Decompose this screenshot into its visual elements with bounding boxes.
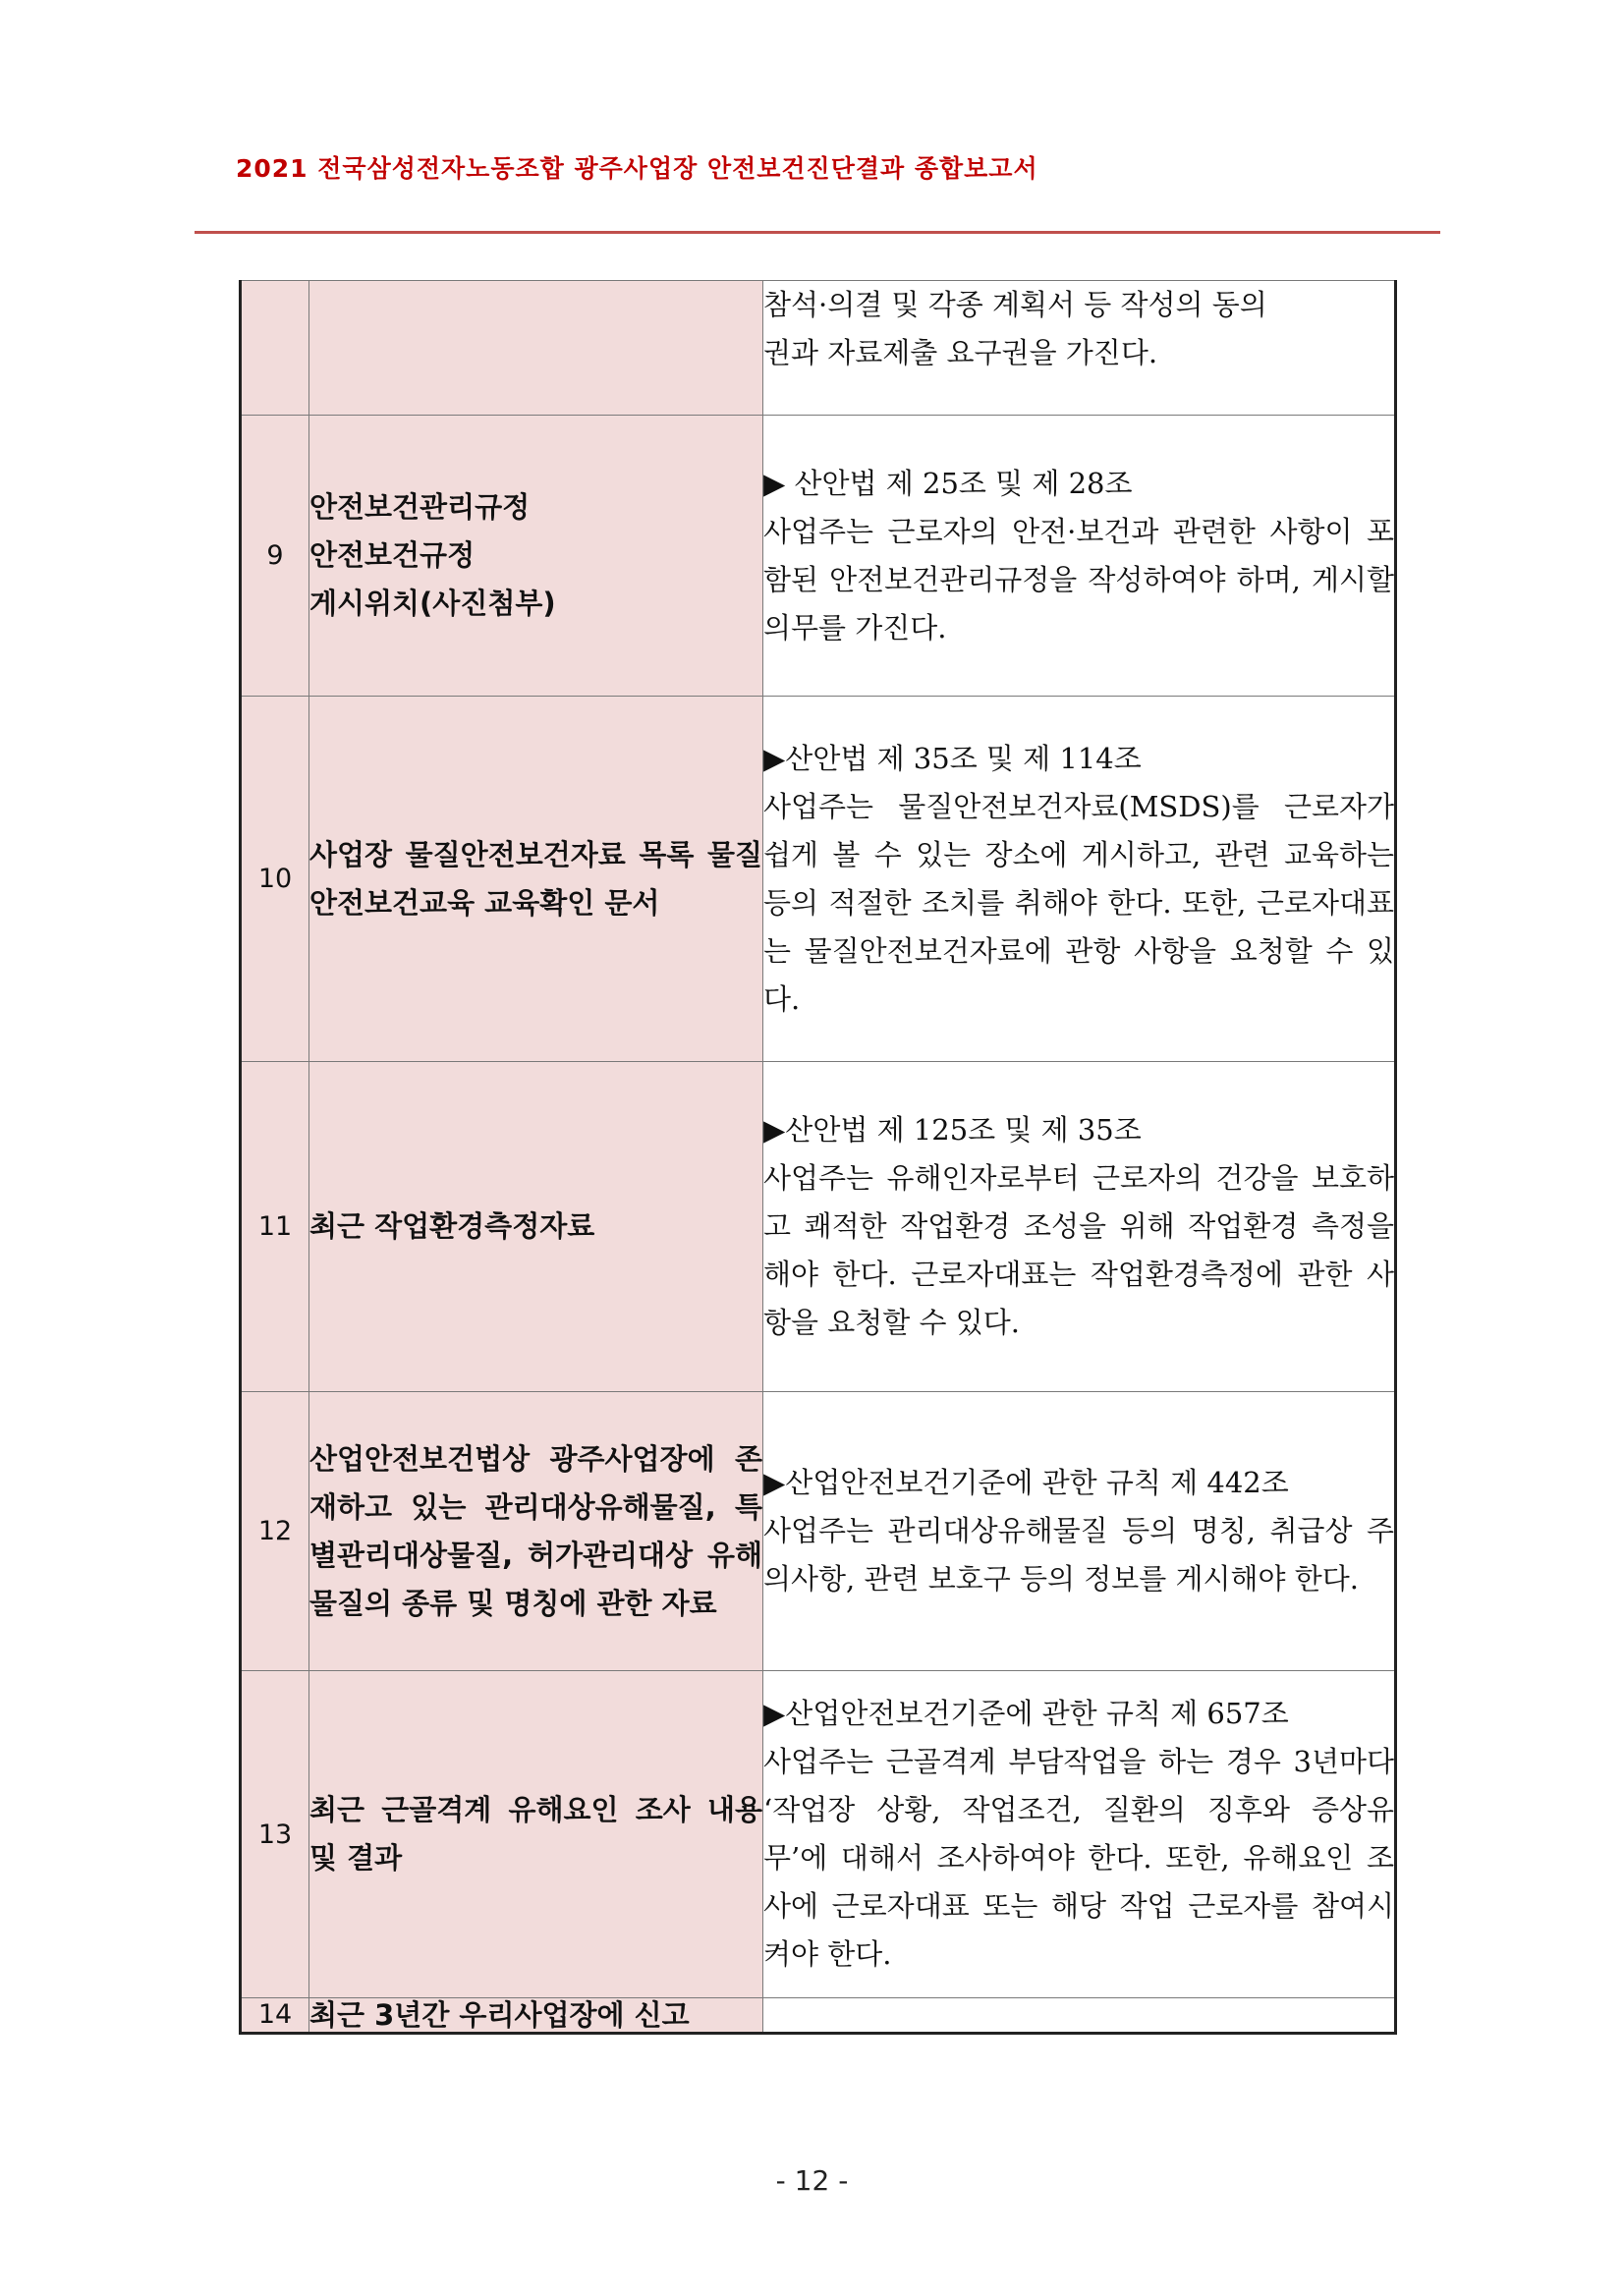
row-description [763,697,1396,1062]
description-text: 사업주는 근로자의 안전·보건과 관련한 사항이 포함된 안전보건관리규정을 작성하여야 하며, 게시할 의무를 가진다. [763,514,1394,644]
law-reference: ▶ 산안법 제 25조 및 제 28조 [763,466,1133,500]
row-description [763,1671,1396,1998]
table-row [241,1392,1396,1671]
row-description [763,416,1396,697]
row-number: 9 [241,416,309,697]
row-description [763,1998,1396,2034]
row-description [763,1062,1396,1392]
description-text: 권과 자료제출 요구권을 가진다. [763,336,1158,369]
row-number: 10 [241,697,309,1062]
row-description [763,281,1396,416]
description-text: 참석·의결 및 각종 계획서 등 작성의 동의 [763,288,1267,321]
page-number: - 12 - [775,2164,849,2197]
row-item: 안전보건관리규정 안전보건규정 게시위치(사진첨부) [309,416,763,697]
row-number: 11 [241,1062,309,1392]
row-item [309,281,763,416]
row-item: 최근 3년간 우리사업장에 신고 [309,1998,763,2034]
row-number: 13 [241,1671,309,1998]
report-title: 2021 전국삼성전자노동조합 광주사업장 안전보건진단결과 종합보고서 [236,154,1038,183]
law-reference: ▶산안법 제 35조 및 제 114조 [763,741,1142,775]
table-row [241,1062,1396,1392]
row-item: 최근 작업환경측정자료 [309,1062,763,1392]
row-item: 산업안전보건법상 광주사업장에 존재하고 있는 관리대상유해물질, 특별관리대상물질, 허가관리대상 유해물질의 종류 및 명칭에 관한 자료 [309,1392,763,1671]
law-reference: ▶산안법 제 125조 및 제 35조 [763,1113,1142,1147]
table-row [241,697,1396,1062]
row-item: 사업장 물질안전보건자료 목록 물질안전보건교육 교육확인 문서 [309,697,763,1062]
checklist-table [239,280,1397,2035]
header-divider [195,231,1440,234]
law-reference: ▶산업안전보건기준에 관한 규칙 제 442조 [763,1466,1289,1499]
row-number: 12 [241,1392,309,1671]
row-item: 최근 근골격계 유해요인 조사 내용 및 결과 [309,1671,763,1998]
table-row [241,1998,1396,2034]
description-text: 사업주는 관리대상유해물질 등의 명칭, 취급상 주의사항, 관련 보호구 등의 정보를 게시해야 한다. [763,1514,1394,1596]
law-reference: ▶산업안전보건기준에 관한 규칙 제 657조 [763,1697,1289,1730]
table-row [241,281,1396,416]
description-text: 사업주는 유해인자로부터 근로자의 건강을 보호하고 쾌적한 작업환경 조성을 위해 작업환경 측정을 해야 한다. 근로자대표는 작업환경측정에 관한 사항을 요청할 수 있다. [763,1161,1394,1339]
row-description [763,1392,1396,1671]
row-number: 14 [241,1998,309,2034]
table-row [241,1671,1396,1998]
description-text: 사업주는 물질안전보건자료(MSDS)를 근로자가 쉽게 볼 수 있는 장소에 게시하고, 관련 교육하는 등의 적절한 조치를 취해야 한다. 또한, 근로자대표는 물질안전보건자료에 관항 사항을 요청할 수 있다. [763,789,1394,1016]
row-number [241,281,309,416]
description-text: 사업주는 근골격계 부담작업을 하는 경우 3년마다 ‘작업장 상황, 작업조건, 질환의 징후와 증상유무’에 대해서 조사하여야 한다. 또한, 유해요인 조사에 근로자대표 또는 해당 작업 근로자를 참여시켜야 한다. [763,1745,1394,1971]
table-row [241,416,1396,697]
